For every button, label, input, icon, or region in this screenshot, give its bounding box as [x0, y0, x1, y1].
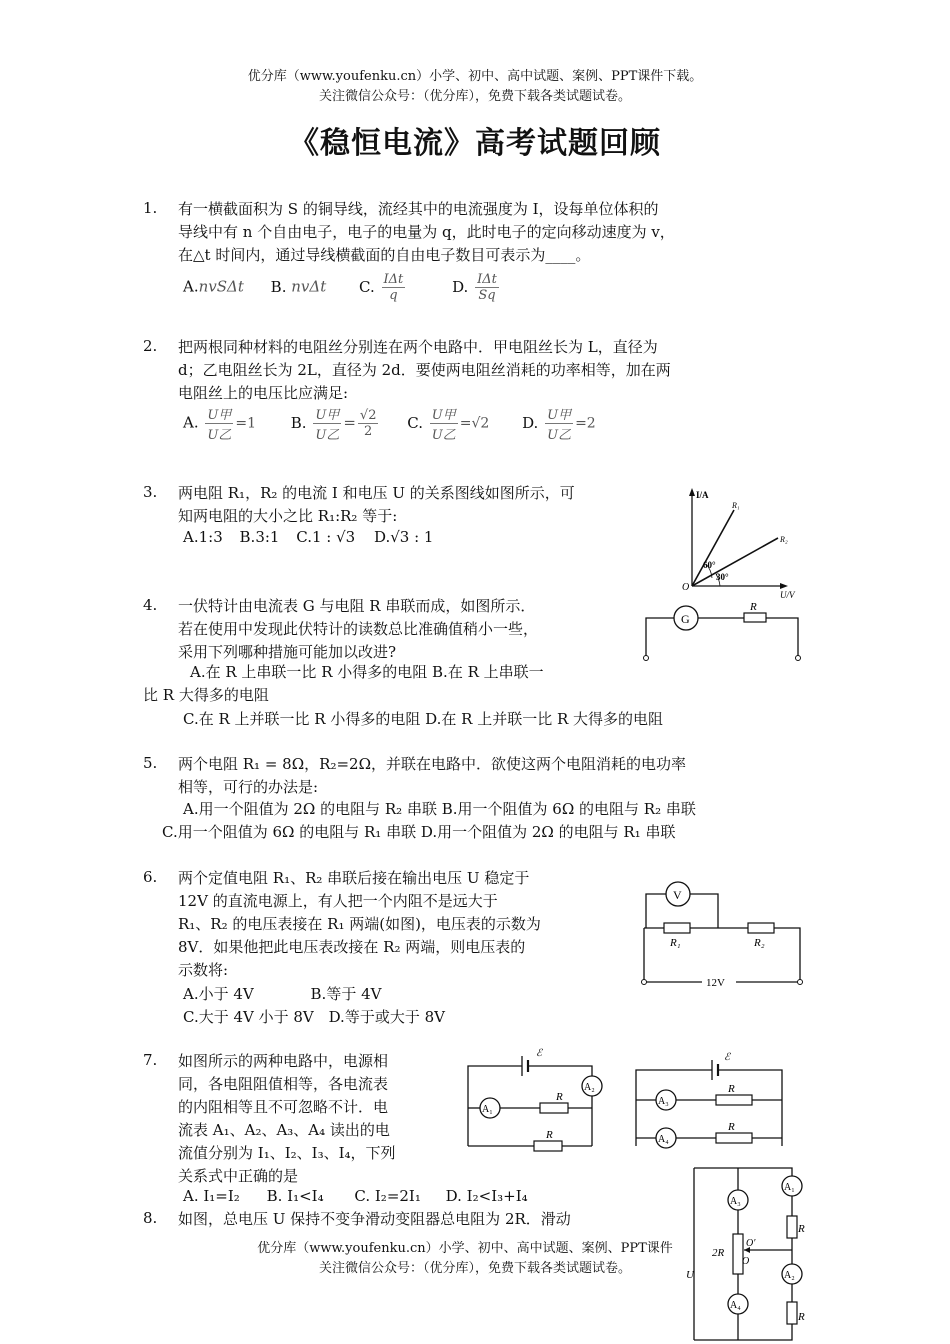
q2-d-rhs: =2	[575, 415, 596, 432]
q8-2r-label: 2R	[712, 1247, 725, 1259]
q8-r1-label: R	[798, 1223, 805, 1235]
q1-line-3: 在△t 时间内，通过导线横截面的自由电子数目可表示为____。	[178, 246, 591, 264]
q8-r2-label: R	[798, 1311, 805, 1323]
q1-option-b-value: nvΔt	[291, 277, 327, 296]
q2-a-fraction	[205, 404, 233, 443]
q8-a4-label: A₄	[730, 1300, 741, 1311]
q2-c-fraction	[430, 404, 458, 443]
q5-line-4: C.用一个阻值为 6Ω 的电阻与 R₁ 串联 D.用一个阻值为 2Ω 的电阻与 R₁ 串联	[162, 823, 676, 841]
q1-option-a-value: nvSΔt	[198, 277, 244, 296]
q6-r2-label: R₂	[754, 937, 765, 949]
q5-line-3: A.用一个阻值为 2Ω 的电阻与 R₂ 串联 B.用一个阻值为 6Ω 的电阻与 R₂ 串联	[183, 800, 696, 818]
q1-d-denominator: Sq	[478, 288, 496, 303]
q3-iu-graph	[676, 486, 806, 604]
q1-c-numerator: IΔt	[383, 272, 404, 287]
q2-option-b-label: B.	[290, 413, 307, 432]
q1-line-2: 导线中有 n 个自由电子，电子的电量为 q，此时电子的定向移动速度为 v，	[178, 223, 675, 241]
q7-a2-label: A₂	[584, 1082, 595, 1093]
q8-line-1: 如图，总电压 U 保持不变争滑动变阻器总电阻为 2R．滑动	[178, 1210, 571, 1228]
q7-line-1: 如图所示的两种电路中，电源相	[178, 1052, 389, 1070]
q6-option-a: A.小于 4V	[183, 985, 254, 1003]
q3-option-c: C.1 : √3	[296, 528, 356, 546]
q2-c-top: U甲	[430, 404, 458, 424]
q2-line-2: d；乙电阻丝长为 2L，直径为 2d．要使两电阻丝消耗的功率相等，加在两	[178, 361, 671, 379]
q4-line-3: 采用下列哪种措施可能加以改进?	[178, 643, 397, 661]
q7-right-r1-label: R	[728, 1083, 735, 1095]
q2-d-top: U甲	[545, 404, 573, 424]
q5-line-1: 两个电阻 R₁ = 8Ω，R₂=2Ω，并联在电路中．欲使这两个电阻消耗的电功率	[178, 755, 687, 773]
q7-number: 7.	[143, 1051, 158, 1069]
q2-d-bottom: U乙	[547, 428, 572, 443]
q3-graph-angle-30: 30°	[716, 572, 729, 582]
q4-number: 4.	[143, 596, 158, 614]
q3-graph-xlabel: U/V	[780, 590, 795, 600]
q2-b-fraction	[313, 404, 341, 443]
q1-d-numerator: IΔt	[477, 272, 497, 287]
q7-option-a: A. I₁=I₂	[183, 1187, 240, 1205]
q4-r-label: R	[750, 601, 757, 613]
q7-line-3: 的内阻相等且不可忽略不计．电	[178, 1098, 389, 1116]
q6-line-4: 8V．如果他把此电压表改接在 R₂ 两端，则电压表的	[178, 938, 526, 956]
q3-options	[183, 528, 433, 546]
q3-graph-r1-label: R₁	[732, 501, 740, 510]
q3-option-d: D.√3 : 1	[373, 528, 434, 546]
q3-line-2: 知两电阻的大小之比 R₁:R₂ 等于:	[178, 507, 398, 525]
q7-a3-label: A₃	[658, 1096, 669, 1107]
q1-option-d-label: D.	[452, 277, 469, 296]
q1-line-1: 有一横截面积为 S 的铜导线，流经其中的电流强度为 I，设每单位体积的	[178, 200, 659, 218]
q7-options	[183, 1187, 528, 1205]
q7-line-6: 关系式中正确的是	[178, 1167, 299, 1185]
q2-b-bottom: U乙	[315, 428, 340, 443]
q8-a2-label: A₂	[784, 1270, 795, 1281]
q6-line-2: 12V 的直流电源上，有人把一个内阻不是远大于	[178, 892, 498, 910]
q4-line-4: A.在 R 上串联一比 R 小得多的电阻 B.在 R 上串联一	[190, 663, 544, 681]
q5-number: 5.	[143, 754, 158, 772]
q2-a-top: U甲	[205, 404, 233, 424]
q2-a-rhs: =1	[235, 415, 256, 432]
q6-series-circuit	[640, 870, 810, 994]
q1-option-c-fraction	[382, 272, 406, 303]
q3-number: 3.	[143, 483, 158, 501]
q7-left-r2-label: R	[546, 1129, 553, 1141]
q7-left-emf-label: ℰ	[536, 1048, 543, 1059]
q6-option-c: C.大于 4V 小于 8V	[183, 1008, 314, 1026]
q3-graph-r2-label: R₂	[780, 535, 788, 544]
q7-line-2: 同，各电阻阻值相等，各电流表	[178, 1075, 389, 1093]
q2-option-a-label: A.	[183, 413, 199, 432]
q2-options: A. $\frac{\text{U甲}}{\text{U乙}}$ =1 B. $\frac{\text{U甲}}{\text{U乙}}$ = $\frac{√2}{2}$ C. $\frac{\text{U甲}}{\text{U乙}}$ =√2 D. $\frac{\text{U甲}}{\text{U乙}}$ =2	[183, 404, 596, 443]
q7-left-r1-label: R	[556, 1091, 563, 1103]
page-title: 《稳恒电流》高考试题回顾	[289, 126, 661, 161]
q2-b-rhs-fraction	[358, 408, 379, 439]
q6-u-label: 12V	[706, 977, 725, 989]
q6-r1-label: R₁	[670, 937, 681, 949]
q4-line-1: 一伏特计由电流表 G 与电阻 R 串联而成，如图所示．	[178, 597, 536, 615]
q8-number: 8.	[143, 1209, 158, 1227]
q7-option-c: C. I₂=2I₁	[354, 1187, 421, 1205]
q8-o-prime-label: O′	[746, 1238, 756, 1249]
q3-option-a: A.1:3	[183, 528, 223, 546]
q2-a-bottom: U乙	[207, 428, 232, 443]
q6-number: 6.	[143, 868, 158, 886]
q4-line-5: 比 R 大得多的电阻	[143, 686, 269, 704]
q7-a1-label: A₁	[482, 1104, 493, 1115]
q1-option-d-fraction	[475, 272, 499, 303]
q2-c-rhs: =√2	[459, 415, 490, 432]
q7-circuit-left	[462, 1046, 610, 1156]
q7-line-4: 流表 A₁、A₂、A₃、A₄ 读出的电	[178, 1121, 390, 1139]
q7-circuit-right	[626, 1046, 792, 1156]
q1-options	[183, 272, 501, 303]
q1-number: 1.	[143, 199, 158, 217]
q2-line-1: 把两根同种材料的电阻丝分别连在两个电路中．甲电阻丝长为 L，直径为	[178, 338, 658, 356]
q2-b-rhs-top: √2	[359, 408, 377, 423]
q1-c-denominator: q	[389, 288, 398, 303]
q1-option-b-label: B.	[270, 277, 287, 296]
q6-option-d: D.等于或大于 8V	[328, 1008, 445, 1026]
q2-d-fraction	[545, 404, 573, 443]
q4-g-label: G	[681, 612, 690, 626]
q1-option-a-label: A.	[183, 277, 199, 296]
footer-line-1: 优分库（www.youfenku.cn）小学、初中、高中试题、案例、PPT课件	[257, 1241, 673, 1256]
q3-graph-angle-60: 60°	[703, 560, 716, 570]
q6-option-b: B.等于 4V	[310, 985, 382, 1003]
q2-option-d-label: D.	[522, 413, 539, 432]
q7-a4-label: A₄	[658, 1134, 669, 1145]
q3-graph-origin: O	[682, 582, 690, 593]
q7-option-d: D. I₂<I₃+I₄	[445, 1187, 528, 1205]
q6-line-3: R₁、R₂ 的电压表接在 R₁ 两端(如图)，电压表的示数为	[178, 915, 541, 933]
q7-line-5: 流值分别为 I₁、I₂、I₃、I₄，下列	[178, 1144, 396, 1162]
q2-b-rhs-bottom: 2	[364, 424, 373, 439]
footer-line-2: 关注微信公众号：（优分库），免费下载各类试题试卷。	[318, 1261, 631, 1276]
q2-number: 2.	[143, 337, 158, 355]
q6-line-5: 示数将:	[178, 961, 229, 979]
q8-a3-label: A₃	[730, 1196, 741, 1207]
q3-line-1: 两电阻 R₁，R₂ 的电流 I 和电压 U 的关系图线如图所示，可	[178, 484, 575, 502]
q3-option-b: B.3:1	[239, 528, 280, 546]
q8-o-label: O	[742, 1256, 750, 1267]
q5-line-2: 相等，可行的办法是:	[178, 778, 319, 796]
header-line-2: 关注微信公众号：（优分库），免费下载各类试题试卷。	[318, 89, 631, 104]
q2-line-3: 电阻丝上的电压比应满足:	[178, 384, 349, 402]
q4-line-2: 若在使用中发现此伏特计的读数总比准确值稍小一些，	[178, 620, 539, 638]
q6-options-row-2	[183, 1006, 445, 1027]
header-line-1: 优分库（www.youfenku.cn）小学、初中、高中试题、案例、PPT课件下载。	[247, 69, 703, 84]
q8-u-label: U	[686, 1269, 694, 1281]
q6-v-label: V	[673, 888, 682, 902]
q7-option-b: B. I₁<I₄	[266, 1187, 324, 1205]
q1-option-c-label: C.	[359, 277, 375, 296]
q7-right-r2-label: R	[728, 1121, 735, 1133]
q6-options-row-1	[183, 983, 381, 1004]
q4-line-6: C.在 R 上并联一比 R 小得多的电阻 D.在 R 上并联一比 R 大得多的电阻	[183, 710, 664, 728]
q2-b-top: U甲	[313, 404, 341, 424]
q8-a1-label: A₁	[784, 1182, 795, 1193]
q7-right-emf-label: ℰ	[724, 1052, 731, 1063]
q4-voltmeter-circuit	[640, 598, 810, 664]
q2-c-bottom: U乙	[431, 428, 456, 443]
q6-line-1: 两个定值电阻 R₁、R₂ 串联后接在输出电压 U 稳定于	[178, 869, 530, 887]
q3-graph-ylabel: I/A	[696, 490, 709, 500]
q2-option-c-label: C.	[407, 413, 423, 432]
